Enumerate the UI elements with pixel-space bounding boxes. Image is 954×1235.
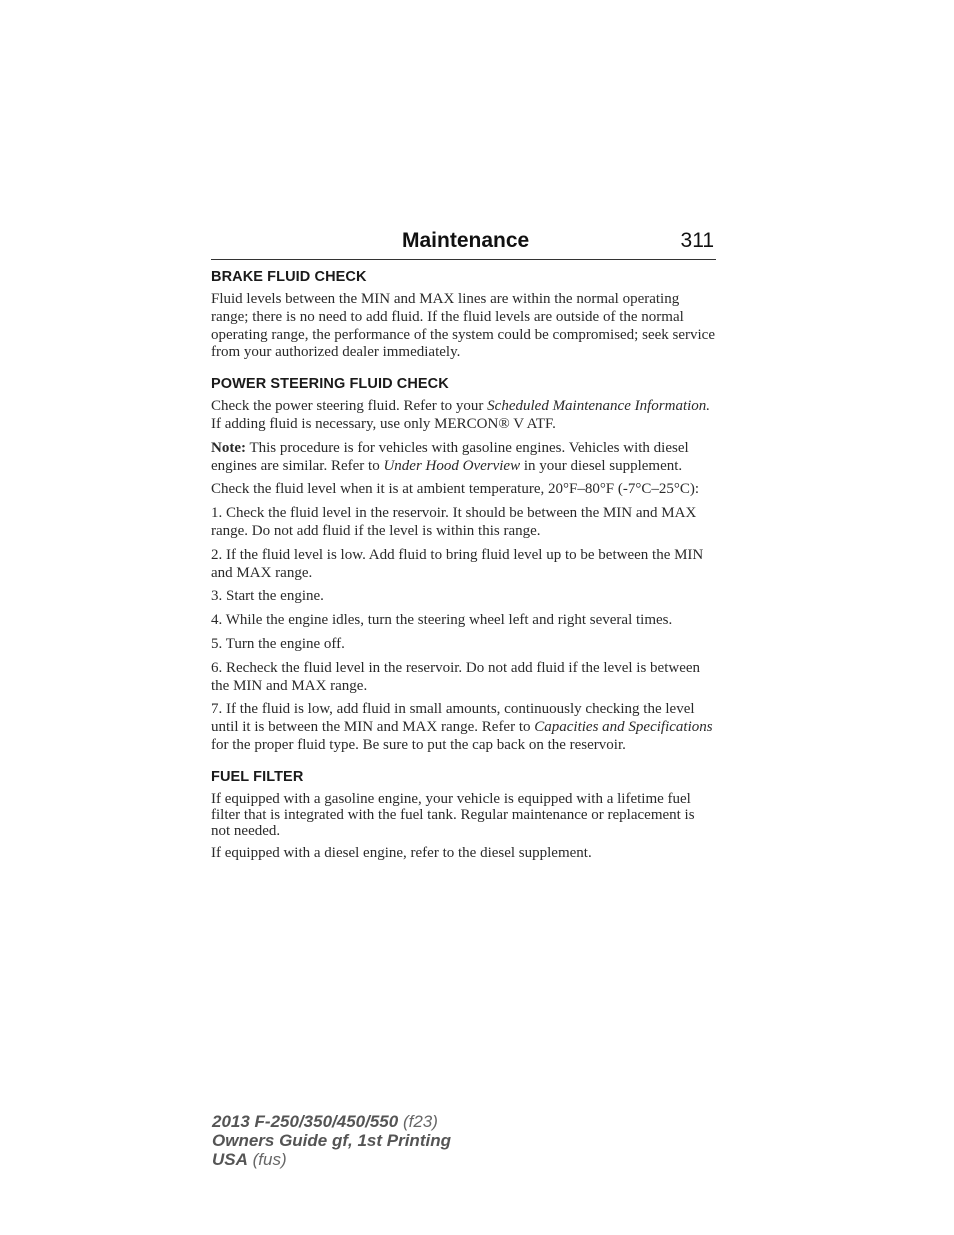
page-content (211, 267, 717, 863)
page-number: 311 (680, 229, 714, 252)
footer-line-2 (212, 1131, 451, 1150)
step-6: 6. Recheck the fluid level in the reservoir. Do not add fluid if the level is between the MIN and MAX range. (211, 659, 701, 694)
footer-market-code: (fus) (247, 1150, 287, 1169)
footer-market: USA (212, 1150, 248, 1169)
step-7-text-a: 7. If the fluid is low, add fluid in small amounts, continuously checking the level until it is between the MIN and MAX range. Refer to (211, 701, 695, 736)
footer-line-1 (212, 1112, 451, 1131)
scheduled-maintenance-reference: Scheduled Maintenance Information. (487, 398, 711, 415)
step-5: 5. Turn the engine off. (211, 635, 345, 652)
footer-model: 2013 F-250/350/450/550 (212, 1112, 399, 1131)
step-1: 1. Check the fluid level in the reservoir. It should be between the MIN and MAX range. Do not add fluid if the level is within this range. (211, 505, 697, 539)
step-7-text-b: for the proper fluid type. Be sure to put the cap back on the reservoir. (211, 736, 626, 753)
capacities-reference: Capacities and Specifications (534, 719, 713, 736)
step-2: 2. If the fluid level is low. Add fluid to bring fluid level up to be between the MIN and MAX range. (211, 546, 704, 581)
temperature-paragraph: Check the fluid level when it is at ambient temperature, 20°F–80°F (-7°C–25°C): (211, 481, 700, 498)
power-steering-intro (211, 398, 717, 434)
fuel-filter-heading: FUEL FILTER (211, 768, 304, 785)
page-header (211, 229, 716, 260)
step-4: 4. While the engine idles, turn the steering wheel left and right several times. (211, 612, 673, 629)
section-title: Maintenance (402, 229, 530, 252)
brake-fluid-heading: BRAKE FLUID CHECK (211, 269, 367, 285)
note-text-b: in your diesel supplement. (520, 457, 683, 474)
footer-model-code: (f23) (398, 1112, 438, 1131)
step-3: 3. Start the engine. (211, 588, 324, 605)
note-label: Note: (211, 439, 246, 456)
brake-fluid-paragraph: Fluid levels between the MIN and MAX lines are within the normal operating range; there is no need to add fluid. If the fluid levels are outside of the normal operating range, the performance of the system could be compromised; seek service from your authorized dealer immediately. (211, 291, 715, 361)
intro-text-a: Check the power steering fluid. Refer to your (211, 398, 488, 415)
under-hood-reference: Under Hood Overview (383, 457, 521, 474)
footer-line-3 (212, 1150, 451, 1169)
note-paragraph (211, 440, 717, 476)
fuel-filter-paragraph-2: If equipped with a diesel engine, refer to the diesel supplement. (211, 844, 592, 861)
step-7 (211, 701, 717, 754)
footer-guide: Owners Guide gf, 1st Printing (212, 1131, 451, 1150)
page-footer (212, 1112, 451, 1169)
intro-text-b: If adding fluid is necessary, use only MERCON® V ATF. (211, 415, 556, 432)
fuel-filter-paragraph-1: If equipped with a gasoline engine, your vehicle is equipped with a lifetime fuel filter that is integrated with the fuel tank. Regular maintenance or replacement is not needed. (211, 790, 695, 839)
power-steering-heading: POWER STEERING FLUID CHECK (211, 376, 449, 393)
note-text-a: This procedure is for vehicles with gasoline engines. Vehicles with diesel engines are similar. Refer to (211, 439, 689, 474)
